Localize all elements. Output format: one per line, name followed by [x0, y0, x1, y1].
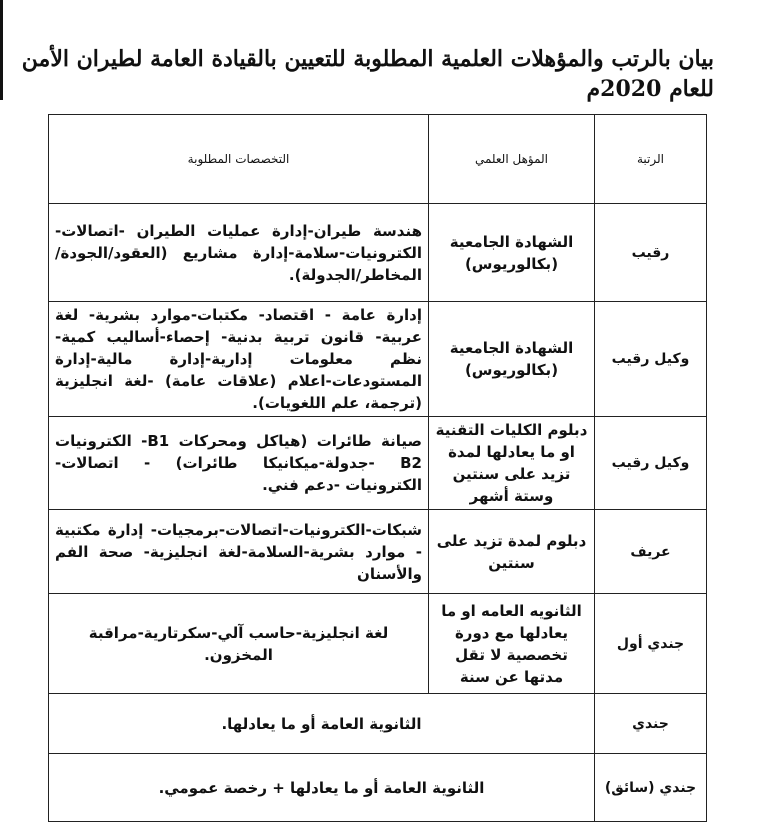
qualification-cell: الثانويه العامه او ما يعادلها مع دورة تخصصية لا تقل مدتها عن سنة	[429, 594, 595, 694]
specializations-cell: شبكات-الكترونيات-اتصالات-برمجيات- إدارة مكتبية - موارد بشرية-السلامة-لغة انجليزية- صحة الفم والأسنان	[49, 510, 429, 594]
title-line-1: بيان بالرتب والمؤهلات العلمية المطلوبة للتعيين بالقيادة العامة لطيران الأمن	[21, 46, 714, 72]
title-line-2: للعام 2020م	[586, 76, 714, 102]
merged-requirement-cell: الثانوية العامة أو ما يعادلها.	[49, 694, 595, 754]
table-row	[49, 754, 707, 822]
rank-cell: وكيل رقيب	[595, 302, 707, 417]
qualification-cell: دبلوم الكليات التقنية او ما يعادلها لمدة تزيد على سنتين وستة أشهر	[429, 417, 595, 510]
qualification-cell: دبلوم لمدة تزيد على سنتين	[429, 510, 595, 594]
header-qualification: المؤهل العلمي	[429, 115, 595, 204]
ranks-table	[48, 114, 707, 822]
qualification-cell: الشهادة الجامعية (بكالوريوس)	[429, 302, 595, 417]
merged-requirement-cell: الثانوية العامة أو ما يعادلها + رخصة عمومي.	[49, 754, 595, 822]
table-row	[49, 694, 707, 754]
table-row	[49, 417, 707, 510]
rank-cell: جندي	[595, 694, 707, 754]
rank-cell: وكيل رقيب	[595, 417, 707, 510]
table-row	[49, 594, 707, 694]
header-rank: الرتبة	[595, 115, 707, 204]
table-row	[49, 302, 707, 417]
specializations-cell: إدارة عامة - اقتصاد- مكتبات-موارد بشرية- لغة عربية- قانون تربية بدنية- إحصاء-أساليب كمية- نظم معلومات إدارية-إدارة مالية-إدارة المستودعات-اعلام (علاقات عامة) -لغة انجليزية (ترجمة، علم اللغويات).	[49, 302, 429, 417]
table-row	[49, 510, 707, 594]
rank-cell: جندي أول	[595, 594, 707, 694]
header-specializations: التخصصات المطلوبة	[49, 115, 429, 204]
page-edge-line	[0, 0, 3, 100]
specializations-cell: لغة انجليزية-حاسب آلي-سكرتارية-مراقبة المخزون.	[49, 594, 429, 694]
table-row	[49, 204, 707, 302]
qualification-cell: الشهادة الجامعية (بكالوريوس)	[429, 204, 595, 302]
specializations-cell: صيانة طائرات (هياكل ومحركات B1- الكترونيات B2 -جدولة-ميكانيكا طائرات) - اتصالات- الكترونيات -دعم فني.	[49, 417, 429, 510]
document-title	[20, 44, 714, 104]
rank-cell: جندي (سائق)	[595, 754, 707, 822]
specializations-cell: هندسة طيران-إدارة عمليات الطيران -اتصالات-الكترونيات-سلامة-إدارة مشاريع (العقود/الجودة/المخاطر/الجدولة).	[49, 204, 429, 302]
rank-cell: عريف	[595, 510, 707, 594]
table-header-row	[49, 115, 707, 204]
rank-cell: رقيب	[595, 204, 707, 302]
